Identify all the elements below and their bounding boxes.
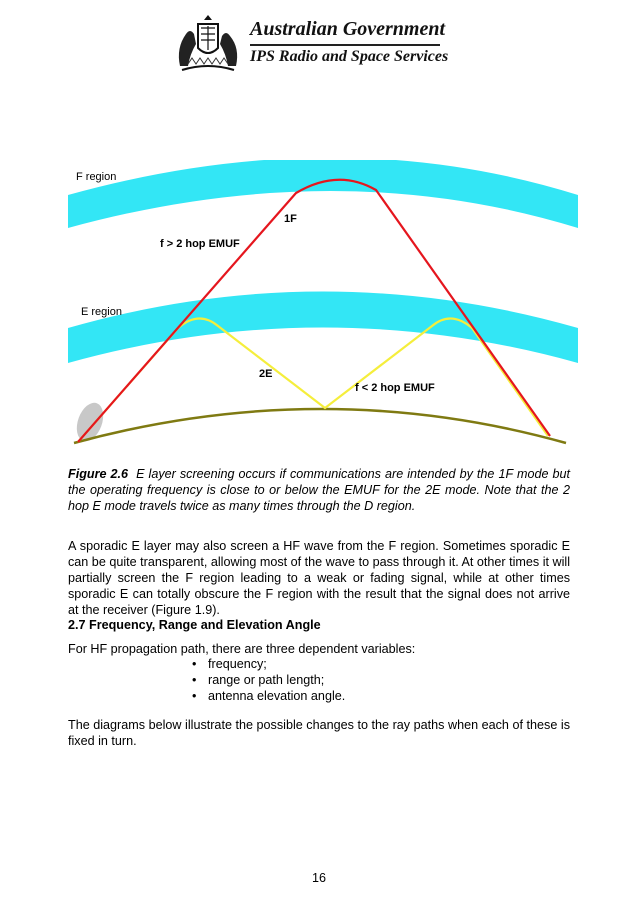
header-divider [250, 44, 440, 46]
list-item-text: antenna elevation angle. [208, 689, 346, 703]
mode-1f-label: 1F [284, 213, 297, 225]
figure-caption-text: E layer screening occurs if communications are intended by the 1F mode but the operating frequency is close to or below the EMUF for the 2E mode. Note that the 2 hop E mode travels twice as many times through the D region. [68, 467, 571, 513]
ground-line [74, 409, 566, 443]
bullet-icon: • [192, 657, 197, 671]
figure-label: Figure 2.6 [68, 467, 129, 481]
list-item-text: frequency; [208, 657, 267, 671]
e-region-label: E region [81, 306, 122, 318]
body-paragraph: A sporadic E layer may also screen a HF wave from the F region. Sometimes sporadic E can be quite transparent, allowing most of the wave to pass through it. At other times it will partially screen the F region leading to a weak or fading signal, while at other times sporadic E can totally obscure the F region with the result that the signal does not arrive at the receiver (Figure 1.9). [68, 539, 570, 617]
org-name: Australian Government [250, 18, 446, 40]
org-division: IPS Radio and Space Services [250, 48, 449, 65]
bullet-icon: • [192, 673, 197, 687]
list-item [190, 688, 345, 704]
f-region-label: F region [76, 171, 117, 183]
section-heading: 2.7 Frequency, Range and Elevation Angle [68, 618, 321, 632]
body-paragraph: For HF propagation path, there are three dependent variables: [68, 642, 416, 656]
body-paragraph: The diagrams below illustrate the possible changes to the ray paths when each of these is fixed in turn. [68, 718, 570, 748]
coat-of-arms-icon [168, 14, 248, 74]
variables-list [190, 656, 345, 704]
f-above-emuf-label: f > 2 hop EMUF [160, 238, 240, 250]
e-region-layer [68, 292, 578, 364]
list-item-text: range or path length; [208, 673, 325, 687]
propagation-diagram [68, 160, 578, 460]
bullet-icon: • [192, 689, 197, 703]
page-header [0, 0, 638, 80]
f-below-emuf-label: f < 2 hop EMUF [355, 382, 435, 394]
mode-2e-label: 2E [259, 368, 273, 380]
list-item [190, 656, 345, 672]
propagation-diagram-svg [68, 160, 578, 460]
figure-caption [68, 466, 570, 514]
f-region-layer [68, 160, 578, 228]
page-number: 16 [311, 871, 326, 885]
list-item [190, 672, 345, 688]
